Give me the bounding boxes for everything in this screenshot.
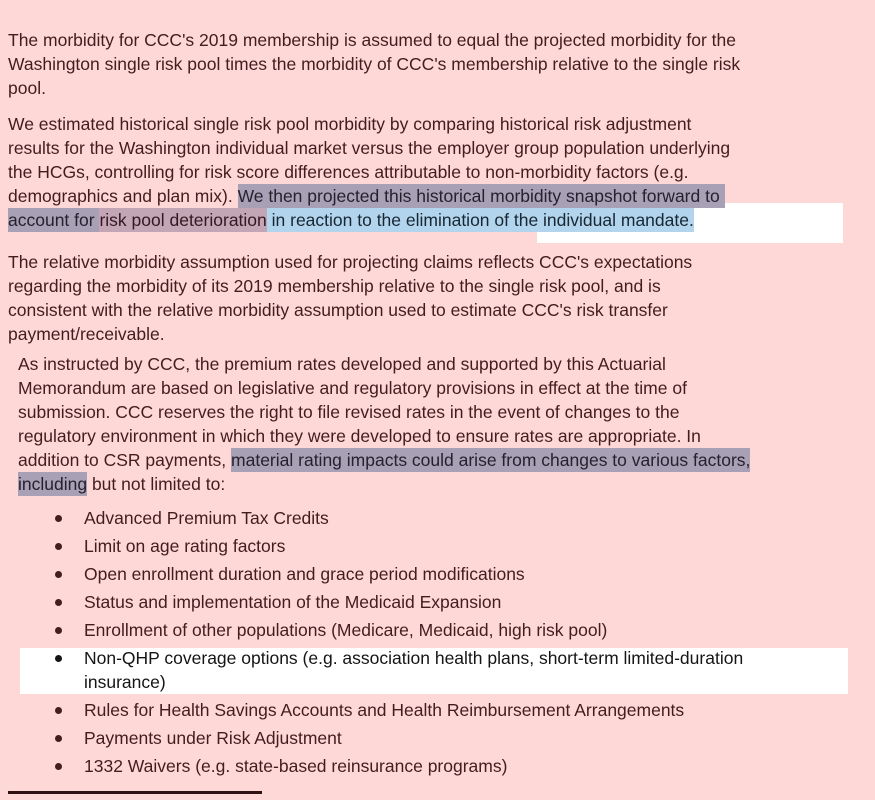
text-line	[8, 52, 740, 76]
bullet-text: 1332 Waivers (e.g. state-based reinsurance programs)	[84, 756, 508, 776]
text-run: submission. CCC reserves the right to file revised rates in the event of changes to the	[18, 402, 680, 422]
bullet-text: Rules for Health Savings Accounts and Health Reimbursement Arrangements	[84, 700, 685, 720]
text-line	[18, 424, 750, 448]
text-line	[8, 208, 730, 232]
bullet-icon	[55, 707, 62, 714]
highlighted-text-run: including	[18, 474, 88, 494]
text-line	[8, 76, 740, 100]
text-run: results for the Washington individual market versus the employer group population underlying	[8, 138, 731, 158]
bullet-text: Open enrollment duration and grace period modifications	[84, 564, 525, 584]
list-item	[0, 646, 875, 694]
text-run: consistent with the relative morbidity assumption used to estimate CCC's risk transfer	[8, 300, 668, 320]
bullet-icon	[55, 515, 62, 522]
bullet-text: insurance)	[84, 672, 166, 692]
text-run: the HCGs, controlling for risk score differences attributable to non-morbidity factors (e.g.	[8, 162, 689, 182]
text-line	[8, 274, 692, 298]
bullet-text: Advanced Premium Tax Credits	[84, 508, 329, 528]
bullet-text: Limit on age rating factors	[84, 536, 286, 556]
text-run: but not limited to:	[87, 474, 226, 494]
list-item	[0, 590, 875, 614]
list-item	[0, 618, 875, 642]
bullet-icon	[55, 735, 62, 742]
highlighted-text-run: risk pool deterioration	[99, 210, 267, 230]
highlighted-text-run: material rating impacts could arise from changes to various factors,	[231, 450, 751, 470]
text-line	[8, 250, 692, 274]
bullet-text: Payments under Risk Adjustment	[84, 728, 342, 748]
paragraph-morbidity-assumption	[8, 28, 740, 100]
paragraph-regulatory-provisions	[18, 352, 750, 496]
text-run: We estimated historical single risk pool morbidity by comparing historical risk adjustment	[8, 114, 692, 134]
text-run: As instructed by CCC, the premium rates developed and supported by this Actuarial	[18, 354, 666, 374]
list-item	[0, 726, 875, 750]
paragraph-historical-morbidity	[8, 112, 730, 232]
text-line	[8, 184, 730, 208]
bullet-icon	[55, 627, 62, 634]
text-line	[18, 472, 750, 496]
text-line	[8, 160, 730, 184]
list-item	[0, 534, 875, 558]
bullet-text: Enrollment of other populations (Medicare, Medicaid, high risk pool)	[84, 620, 608, 640]
text-line	[8, 112, 730, 136]
bullet-icon	[55, 763, 62, 770]
text-run: Memorandum are based on legislative and regulatory provisions in effect at the time of	[18, 378, 687, 398]
text-run: addition to CSR payments,	[18, 450, 232, 470]
list-item	[0, 506, 875, 530]
bullet-icon	[55, 571, 62, 578]
text-line	[18, 376, 750, 400]
text-line	[8, 298, 692, 322]
bullet-icon	[55, 599, 62, 606]
list-item	[0, 698, 875, 722]
text-run: regulatory environment in which they were developed to ensure rates are appropriate. In	[18, 426, 701, 446]
text-line	[18, 448, 750, 472]
highlighted-text-run: account for	[8, 210, 100, 230]
highlighted-text-run: We then projected this historical morbidity snapshot forward to	[237, 186, 725, 206]
text-run: regarding the morbidity of its 2019 membership relative to the single risk pool, and is	[8, 276, 661, 296]
text-run: The relative morbidity assumption used for projecting claims reflects CCC's expectations	[8, 252, 693, 272]
footnote-rule	[8, 791, 262, 794]
text-line	[8, 322, 692, 346]
text-run: The morbidity for CCC's 2019 membership is assumed to equal the projected morbidity for the	[8, 30, 736, 50]
text-line	[18, 400, 750, 424]
bullet-icon	[55, 543, 62, 550]
text-run: demographics and plan mix).	[8, 186, 238, 206]
paragraph-relative-morbidity	[8, 250, 692, 346]
bullet-text: Non-QHP coverage options (e.g. association health plans, short-term limited-duration	[84, 648, 744, 668]
text-run: payment/receivable.	[8, 324, 165, 344]
text-line	[8, 136, 730, 160]
text-run: pool.	[8, 78, 46, 98]
text-run: Washington single risk pool times the morbidity of CCC's membership relative to the single risk	[8, 54, 741, 74]
factors-bullet-list	[0, 506, 875, 782]
list-item	[0, 754, 875, 778]
text-line	[18, 352, 750, 376]
bullet-icon	[55, 655, 62, 662]
list-item	[0, 562, 875, 586]
highlighted-text-run: in reaction to the elimination of the individual mandate.	[266, 210, 694, 230]
bullet-text: Status and implementation of the Medicaid Expansion	[84, 592, 502, 612]
text-line	[8, 28, 740, 52]
